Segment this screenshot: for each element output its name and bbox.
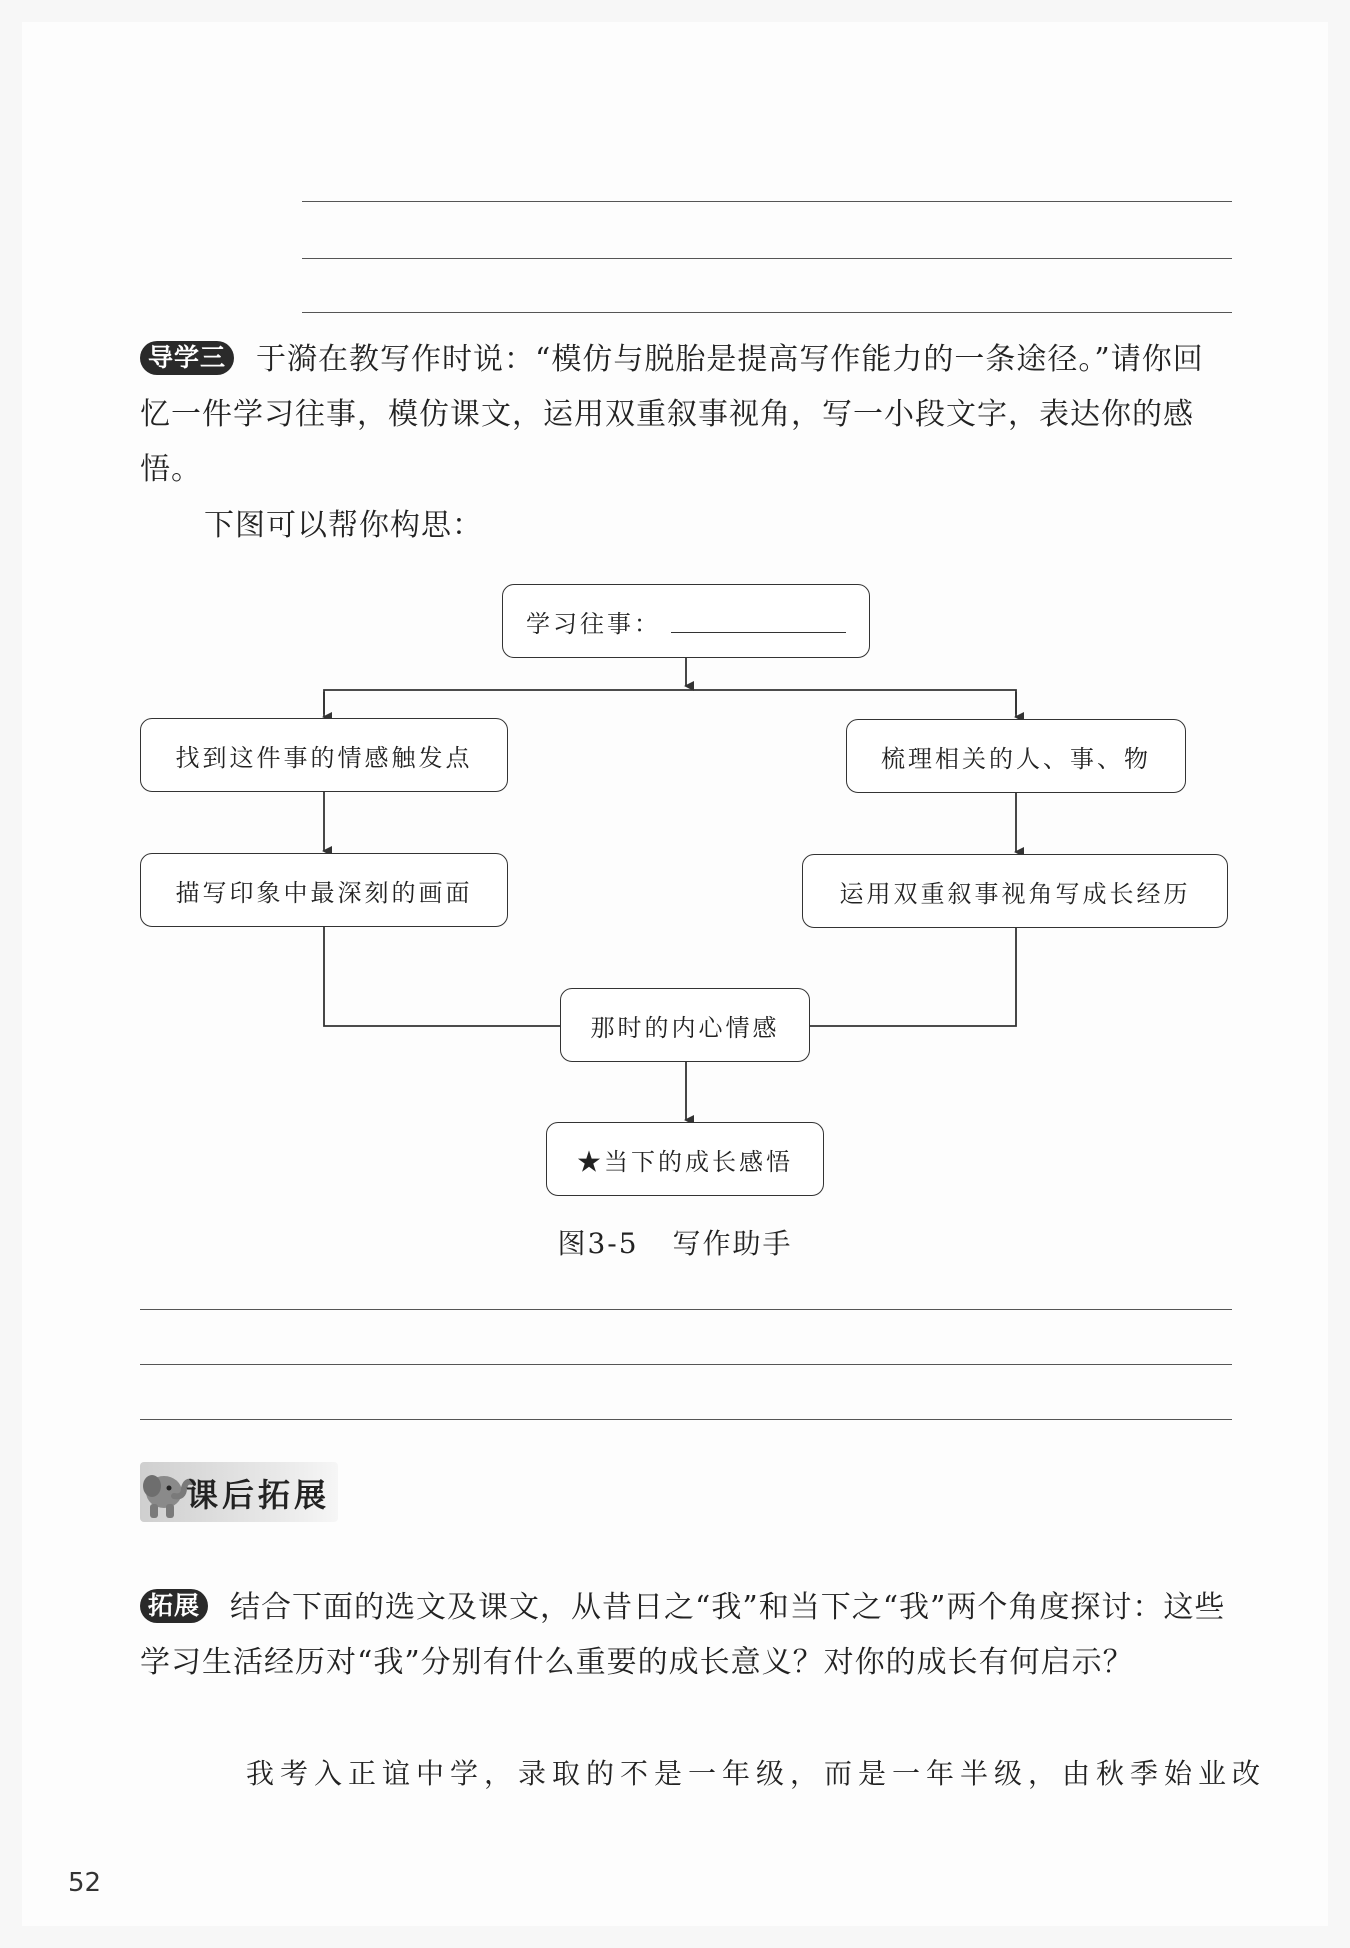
guide3-text: 于漪在教写作时说：“模仿与脱胎是提高写作能力的一条途径。”请你回忆一件学习往事，模仿课文，运用双重叙事视角，写一小段文字，表达你的感悟。 xyxy=(140,342,1204,487)
flowchart-right2-box: 运用双重叙事视角写成长经历 xyxy=(802,854,1228,928)
flowchart-top-box xyxy=(502,584,870,658)
flowchart-top-label: 学习往事： xyxy=(526,609,661,638)
writing-line xyxy=(140,1364,1232,1365)
flowchart-left2-box: 描写印象中最深刻的画面 xyxy=(140,853,508,927)
writing-line xyxy=(140,1419,1232,1420)
page-number: 52 xyxy=(68,1868,102,1898)
flowchart-middle-box: 那时的内心情感 xyxy=(560,988,810,1062)
excerpt-text: 我考入正谊中学，录取的不是一年级，而是一年半级，由秋季始业改 xyxy=(246,1757,1267,1790)
section-title: 课后拓展 xyxy=(186,1476,331,1514)
extension-paragraph xyxy=(140,1580,1232,1690)
guide3-prompt: 下图可以帮你构思： xyxy=(204,508,483,543)
figure-title: 写作助手 xyxy=(672,1227,793,1260)
flowchart-bottom-box: ★当下的成长感悟 xyxy=(546,1122,824,1196)
figure-number: 图3-5 xyxy=(557,1227,639,1260)
extension-badge: 拓展 xyxy=(140,1589,208,1623)
answer-blank[interactable] xyxy=(671,610,846,633)
figure-caption xyxy=(0,1222,1350,1262)
flowchart-right1-box: 梳理相关的人、事、物 xyxy=(846,719,1186,793)
writing-line xyxy=(140,1309,1232,1310)
guide3-badge: 导学三 xyxy=(140,341,234,375)
flowchart-left1-box: 找到这件事的情感触发点 xyxy=(140,718,508,792)
extension-text: 结合下面的选文及课文，从昔日之“我”和当下之“我”两个角度探讨：这些学习生活经历对“我”分别有什么重要的成长意义？对你的成长有何启示？ xyxy=(140,1590,1226,1680)
